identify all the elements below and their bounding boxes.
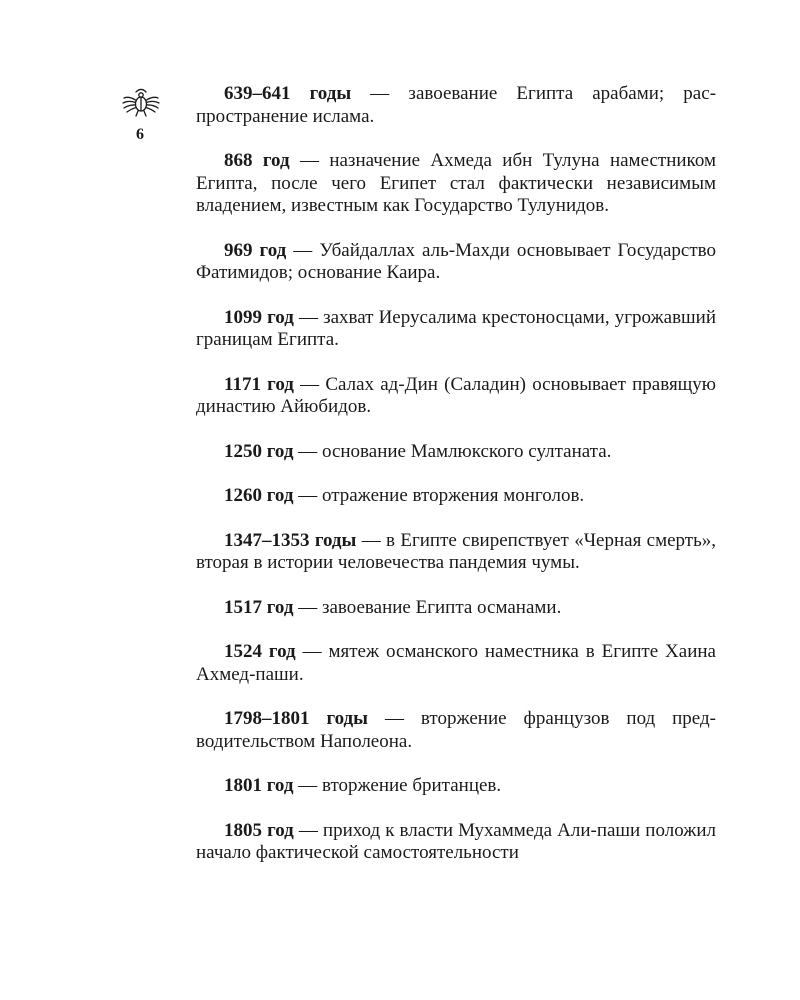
entry-text: — завоевание Египта османами. [293,596,562,618]
entry-date: 1517 год [224,596,294,618]
timeline-entry [196,708,716,753]
entry-date: 1250 год [224,440,294,462]
entry-text: — назначение Ахмеда ибн Тулуна наместником Египта, после чего Египет стал фактически независимым владением, известным как Государство Тулунидов. [196,150,716,216]
scarab-icon [121,86,161,118]
entry-text: — вторжение британцев. [293,775,502,796]
entry-text: — отражение вторжения монголов. [293,485,585,506]
entry-date: 1260 год [224,485,294,506]
entry-date: 969 год [224,239,287,261]
timeline-entry [196,597,716,620]
timeline [196,83,716,887]
entry-text: — Салах ад-Дин (Саладин) основывает правящую династию Айюбидов. [196,373,717,417]
entry-date: 1099 год [224,306,294,328]
timeline-entry [196,240,716,285]
timeline-entry [196,150,716,218]
timeline-entry [196,83,716,128]
timeline-entry [196,820,716,865]
entry-date: 1171 год [224,373,294,395]
entry-date: 1805 год [224,819,294,841]
page-number: 6 [136,126,144,143]
timeline-entry [196,485,716,508]
entry-text: — основание Мамлюкского султаната. [293,440,612,462]
entry-date: 1347–1353 годы [224,529,357,551]
entry-text: — приход к власти Мухаммеда Али-паши положил начало фактической самостоятельности [196,819,716,863]
entry-date: 1801 год [224,775,294,796]
timeline-entry [196,374,716,419]
entry-text: — мятеж османского наместника в Египте Хаина Ахмед-паши. [196,641,716,685]
entry-text: — вторжение французов под предводительством Наполеона. [196,708,716,752]
entry-date: 1798–1801 годы [224,708,369,729]
entry-date: 639–641 годы [224,83,352,104]
entry-text: — захват Иерусалима крестоносцами, угрожавший границам Египта. [196,306,717,350]
timeline-entry [196,441,716,464]
entry-date: 1524 год [224,641,296,662]
timeline-entry [196,775,716,798]
entry-text: — завоевание Египта арабами; распространение ислама. [196,83,717,127]
timeline-entry [196,307,716,352]
timeline-entry [196,530,716,575]
entry-text: — Убайдаллах аль-Махди основывает Государство Фатимидов; основание Каира. [196,239,717,283]
entry-text: — в Египте свирепствует «Черная смерть», вторая в истории человечества пандемия чумы. [196,529,716,573]
timeline-entry [196,641,716,686]
entry-date: 868 год [224,150,290,171]
